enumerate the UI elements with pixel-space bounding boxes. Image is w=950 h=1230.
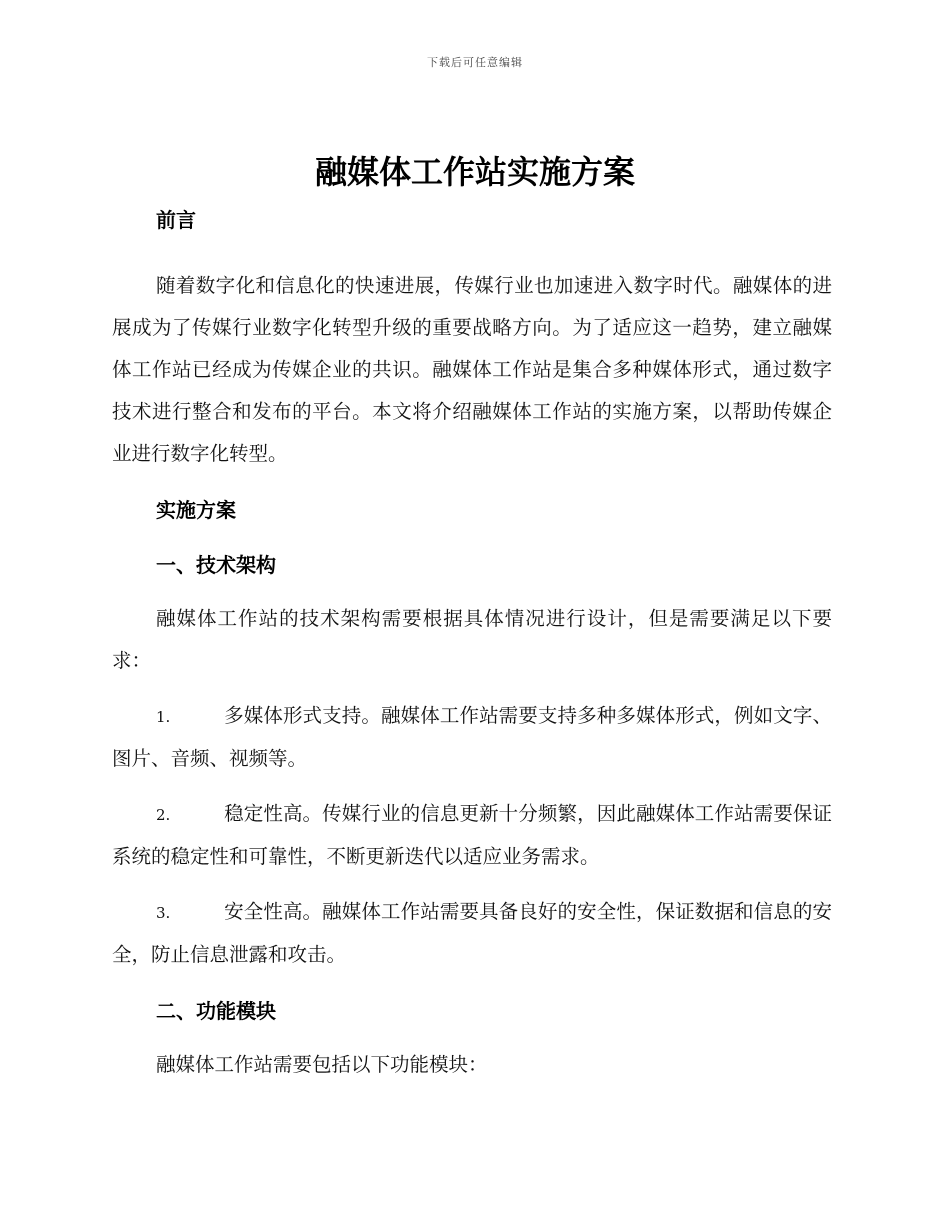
- list-item: [112, 891, 832, 976]
- list-number: 3.: [156, 904, 171, 922]
- tech-intro-paragraph: 融媒体工作站的技术架构需要根据具体情况进行设计，但是需要满足以下要求：: [112, 607, 832, 672]
- list-item-text: 安全性高。融媒体工作站需要具备良好的安全性，保证数据和信息的安全，防止信息泄露和攻击。: [112, 900, 832, 966]
- list-item: [112, 695, 832, 780]
- list-number: 2.: [156, 806, 171, 824]
- functional-modules-heading: 二、功能模块: [156, 999, 276, 1023]
- tech-architecture-heading: 一、技术架构: [156, 553, 276, 577]
- preface-paragraph: 随着数字化和信息化的快速进展，传媒行业也加速进入数字时代。融媒体的进展成为了传媒行业数字化转型升级的重要战略方向。为了适应这一趋势，建立融媒体工作站已经成为传媒企业的共识。融媒体工作站是集合多种媒体形式，通过数字技术进行整合和发布的平台。本文将介绍融媒体工作站的实施方案，以帮助传媒企业进行数字化转型。: [112, 274, 832, 465]
- page-header: 下载后可任意编辑: [427, 56, 523, 69]
- list-number: 1.: [156, 708, 171, 726]
- list-item-text: 稳定性高。传媒行业的信息更新十分频繁，因此融媒体工作站需要保证系统的稳定性和可靠性，不断更新迭代以适应业务需求。: [112, 802, 832, 868]
- func-intro-paragraph: 融媒体工作站需要包括以下功能模块：: [156, 1053, 488, 1076]
- document-body: [112, 198, 832, 1086]
- list-item-text: 多媒体形式支持。融媒体工作站需要支持多种多媒体形式，例如文字、图片、音频、视频等。: [112, 704, 832, 770]
- preface-heading: 前言: [156, 208, 196, 232]
- document-title: 融媒体工作站实施方案: [314, 153, 635, 191]
- list-item: [112, 793, 832, 878]
- plan-heading: 实施方案: [156, 498, 236, 522]
